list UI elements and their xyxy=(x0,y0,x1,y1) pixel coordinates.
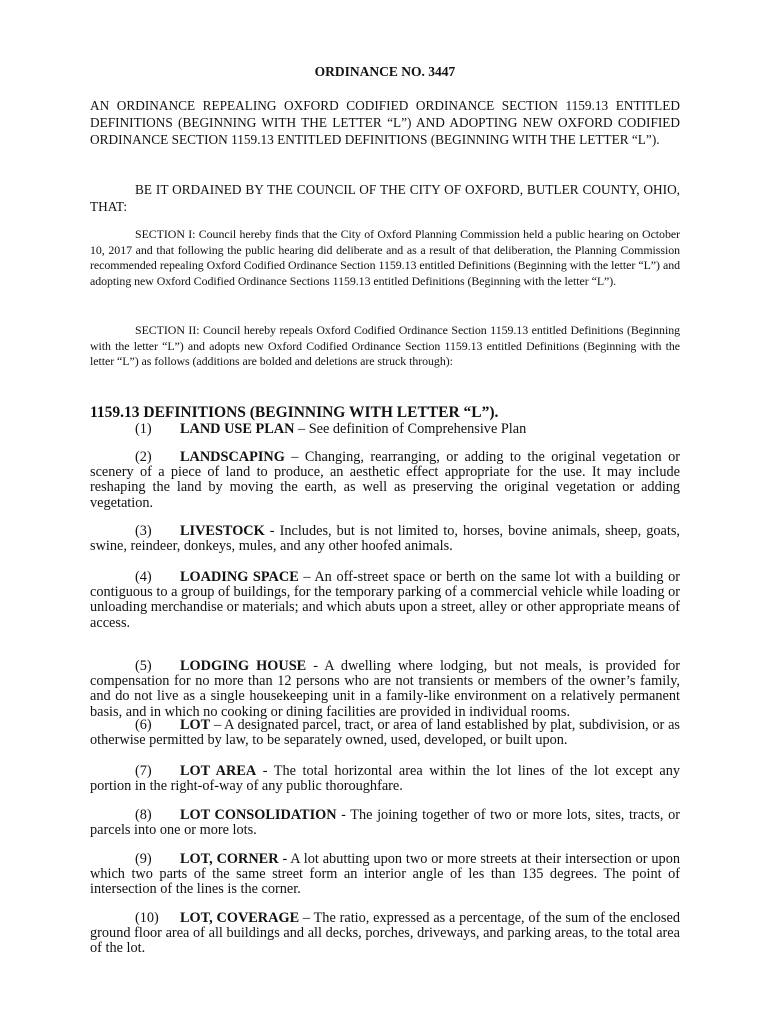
definition-term: LAND USE PLAN xyxy=(180,421,295,437)
section-2: SECTION II: Council hereby repeals Oxford Codified Ordinance Section 1159.13 entitled Definitions (Beginning with the letter “L”) and adopts new Oxford Codified Ordinance Section 1159.13 entitled Definitions (Beginning with the letter “L”) as follows (additions are bolded and deletions are struck through): xyxy=(90,323,680,369)
definition-term: LIVESTOCK xyxy=(180,523,265,539)
ordained-clause: BE IT ORDAINED BY THE COUNCIL OF THE CITY OF OXFORD, BUTLER COUNTY, OHIO, THAT: xyxy=(90,182,680,214)
definition-term: LOT CONSOLIDATION xyxy=(180,807,337,823)
definition-item xyxy=(90,524,680,554)
definition-text: – A designated parcel, tract, or area of land established by plat, subdivision, or as otherwise permitted by law, to be separately owned, used, developed, or built upon. xyxy=(90,717,680,749)
definition-number: (8) xyxy=(135,807,152,823)
definition-text: - Includes, but is not limited to, horses, bovine animals, sheep, goats, swine, reindeer, donkeys, mules, and any other hoofed animals. xyxy=(90,523,680,555)
definition-text: – An off-street space or berth on the same lot with a building or contiguous to a group of buildings, for the temporary parking of a commercial vehicle while loading or unloading merchandise or materials; and which abuts upon a street, alley or other appropriate means of access. xyxy=(90,569,680,631)
definition-number: (1) xyxy=(135,421,152,437)
definition-term: LOT xyxy=(180,717,211,733)
definition-item xyxy=(90,852,680,898)
definition-term: LODGING HOUSE xyxy=(180,658,307,674)
definition-text: - A lot abutting upon two or more streets at their intersection or upon which two parts of the same street form an interior angle of les than 135 degrees. The point of intersection of the lines is the corner. xyxy=(90,851,680,898)
definition-text: - A dwelling where lodging, but not meals, is provided for compensation for no more than 12 persons who are not transients or members of the owner’s family, and do not live as a single housekeeping unit in a family-like environment on a relatively permanent basis, and in which no cooking or dining facilities are provided in individual rooms. xyxy=(90,658,680,720)
definition-number: (10) xyxy=(135,910,159,926)
definition-number: (4) xyxy=(135,569,152,585)
definition-text: – Changing, rearranging, or adding to the original vegetation or scenery of a piece of land to produce, an aesthetic effect appropriate for the use. It may include reshaping the land by moving the earth, as well as preserving the original vegetation or adding vegetation. xyxy=(90,449,680,511)
definition-term: LOT AREA xyxy=(180,763,257,779)
definition-item xyxy=(90,450,680,511)
definition-text: – See definition of Comprehensive Plan xyxy=(294,421,527,437)
definition-number: (6) xyxy=(135,717,152,733)
definition-number: (5) xyxy=(135,658,152,674)
definition-text: – The ratio, expressed as a percentage, of the sum of the enclosed ground floor area of all buildings and all decks, porches, driveways, and parking areas, to the total area of the lot. xyxy=(90,910,680,957)
ordinance-preamble: AN ORDINANCE REPEALING OXFORD CODIFIED ORDINANCE SECTION 1159.13 ENTITLED DEFINITIONS (BEGINNING WITH THE LETTER “L”) AND ADOPTING NEW OXFORD CODIFIED ORDINANCE SECTION 1159.13 ENTITLED DEFINITIONS (BEGINNING WITH THE LETTER “L”). xyxy=(90,98,680,147)
definition-term: LOT, CORNER xyxy=(180,851,279,867)
definition-number: (2) xyxy=(135,449,152,465)
definition-item xyxy=(90,422,680,437)
section-1: SECTION I: Council hereby finds that the City of Oxford Planning Commission held a public hearing on October 10, 2017 and that following the public hearing did deliberate and as a result of that deliberation, the Planning Commission recommended repealing Oxford Codified Ordinance Section 1159.13 entitled Definitions (Beginning with the letter “L”) and adopting new Oxford Codified Ordinance Sections 1159.13 entitled Definitions (Beginning with the letter “L”). xyxy=(90,227,680,288)
definitions-heading: 1159.13 DEFINITIONS (BEGINNING WITH LETTER “L”). xyxy=(90,404,499,421)
definition-number: (3) xyxy=(135,523,152,539)
definition-item xyxy=(90,718,680,748)
definition-number: (9) xyxy=(135,851,152,867)
definition-text: - The total horizontal area within the lot lines of the lot except any portion in the right-of-way of any public thoroughfare. xyxy=(90,763,680,795)
definition-term: LOADING SPACE xyxy=(180,569,299,585)
definition-item xyxy=(90,808,680,838)
definition-item xyxy=(90,659,680,720)
ordinance-title: ORDINANCE NO. 3447 xyxy=(314,64,456,79)
definition-item xyxy=(90,764,680,794)
definition-text: - The joining together of two or more lots, sites, tracts, or parcels into one or more lots. xyxy=(90,807,680,839)
definition-item xyxy=(90,570,680,631)
definition-term: LANDSCAPING xyxy=(180,449,285,465)
definition-number: (7) xyxy=(135,763,152,779)
definition-item xyxy=(90,911,680,957)
definition-term: LOT, COVERAGE xyxy=(180,910,300,926)
